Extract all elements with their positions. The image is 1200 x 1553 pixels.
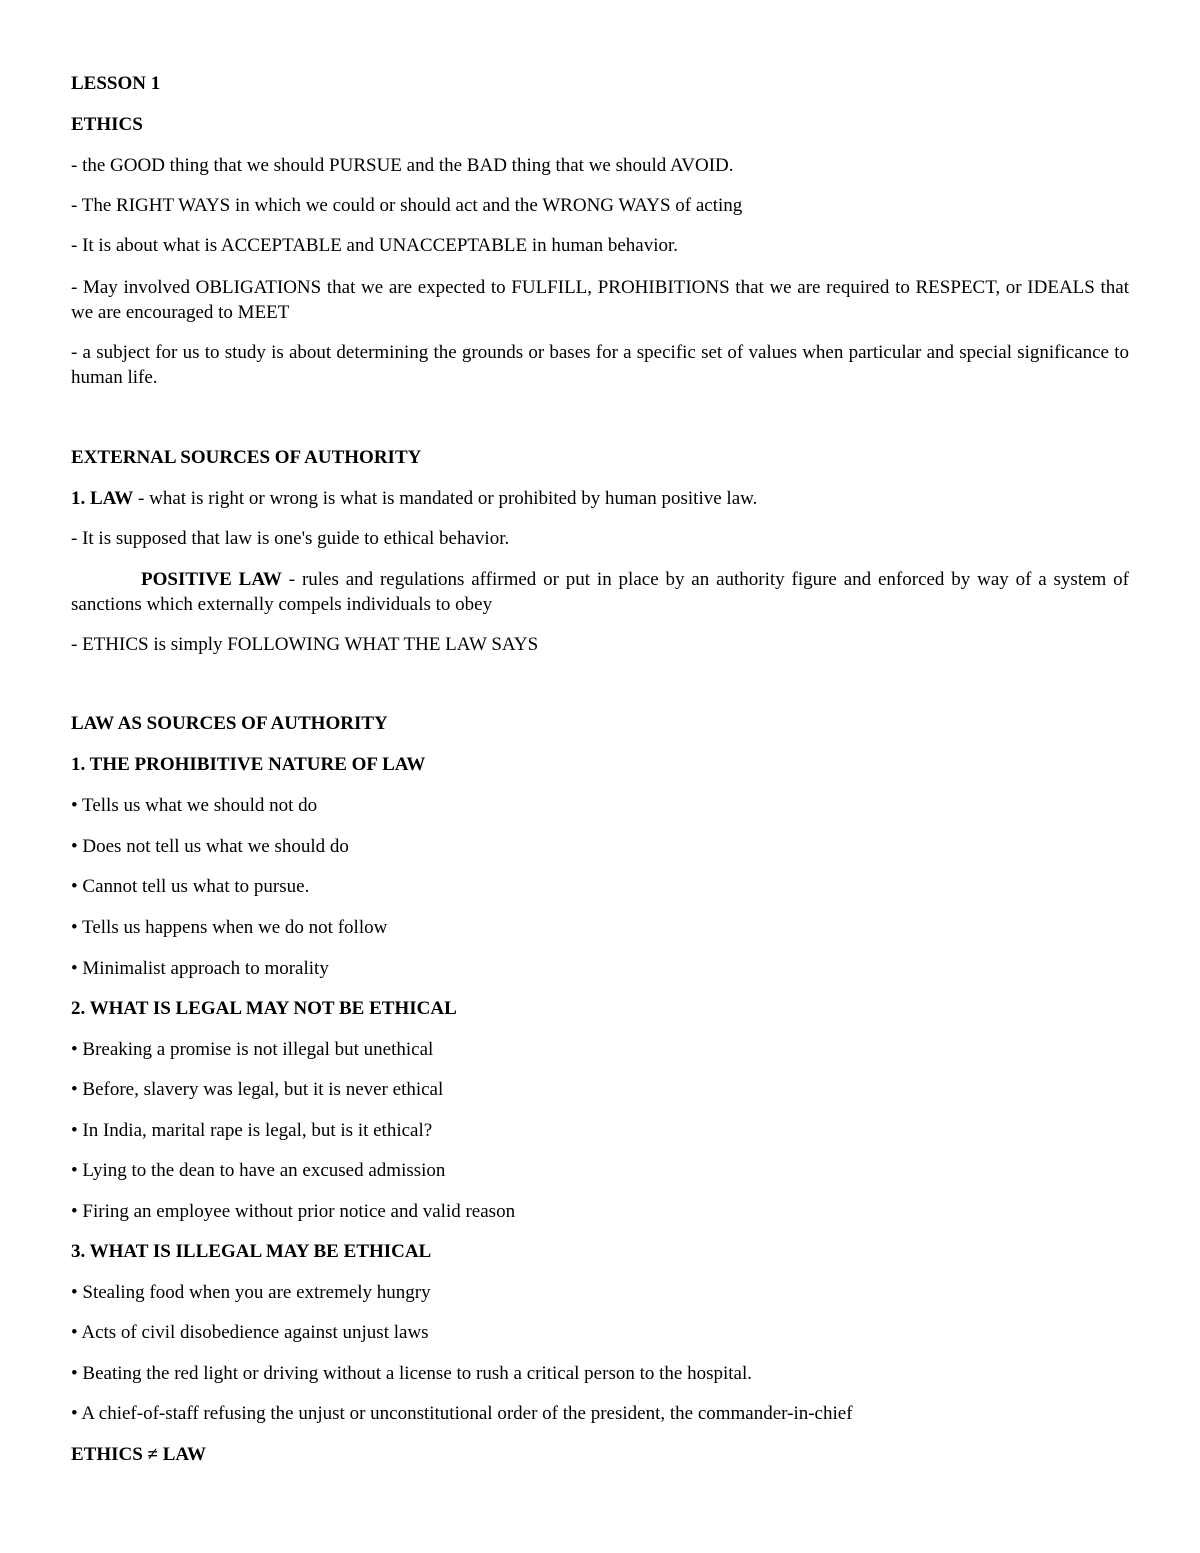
positive-law-term: POSITIVE LAW [141,569,282,590]
section-title: 1. THE PROHIBITIVE NATURE OF LAW [71,754,426,775]
list-item: • Cannot tell us what to pursue. [71,876,310,897]
list-item: • Lying to the dean to have an excused admission [71,1160,446,1181]
list-item: • Tells us happens when we do not follow [71,917,388,938]
list-item: • Acts of civil disobedience against unjust laws [71,1322,429,1343]
list-item: • Firing an employee without prior notice and valid reason [71,1201,516,1222]
list-item: • Tells us what we should not do [71,795,318,816]
list-item: • Stealing food when you are extremely hungry [71,1282,431,1303]
ethics-item: - May involved OBLIGATIONS that we are expected to FULFILL, PROHIBITIONS that we are required to RESPECT, or IDEALS that we are encouraged to MEET [71,277,1129,323]
lesson-title: LESSON 1 [71,73,161,94]
positive-law-definition [71,567,1129,617]
section-title: 2. WHAT IS LEGAL MAY NOT BE ETHICAL [71,998,457,1019]
list-item: • Beating the red light or driving without a license to rush a critical person to the hospital. [71,1363,752,1384]
law-sources-heading: LAW AS SOURCES OF AUTHORITY [71,713,388,734]
ethics-heading: ETHICS [71,114,143,135]
ethics-item: - the GOOD thing that we should PURSUE and the BAD thing that we should AVOID. [71,155,734,176]
law-term: 1. LAW [71,488,134,509]
law-def: - what is right or wrong is what is mandated or prohibited by human positive law. [133,488,758,509]
law-definition [71,487,757,511]
list-item: • A chief-of-staff refusing the unjust or unconstitutional order of the president, the commander-in-chief [71,1403,853,1424]
law-note: - It is supposed that law is one's guide to ethical behavior. [71,528,510,549]
ethics-summary: - ETHICS is simply FOLLOWING WHAT THE LAW SAYS [71,634,539,655]
list-item: • In India, marital rape is legal, but is it ethical? [71,1120,433,1141]
list-item: • Minimalist approach to morality [71,958,329,979]
ethics-item: - a subject for us to study is about determining the grounds or bases for a specific set of values when particular and special significance to human life. [71,342,1129,388]
conclusion: ETHICS ≠ LAW [71,1444,207,1465]
external-sources-heading: EXTERNAL SOURCES OF AUTHORITY [71,447,422,468]
list-item: • Does not tell us what we should do [71,836,349,857]
positive-law-def: - rules and regulations affirmed or put in place by an authority figure and enforced by way of a system of sanctions which externally compels individuals to obey [71,569,1129,615]
list-item: • Before, slavery was legal, but it is never ethical [71,1079,444,1100]
ethics-item: - It is about what is ACCEPTABLE and UNACCEPTABLE in human behavior. [71,235,679,256]
section-title: 3. WHAT IS ILLEGAL MAY BE ETHICAL [71,1241,432,1262]
ethics-item: - The RIGHT WAYS in which we could or should act and the WRONG WAYS of acting [71,195,743,216]
list-item: • Breaking a promise is not illegal but unethical [71,1039,434,1060]
